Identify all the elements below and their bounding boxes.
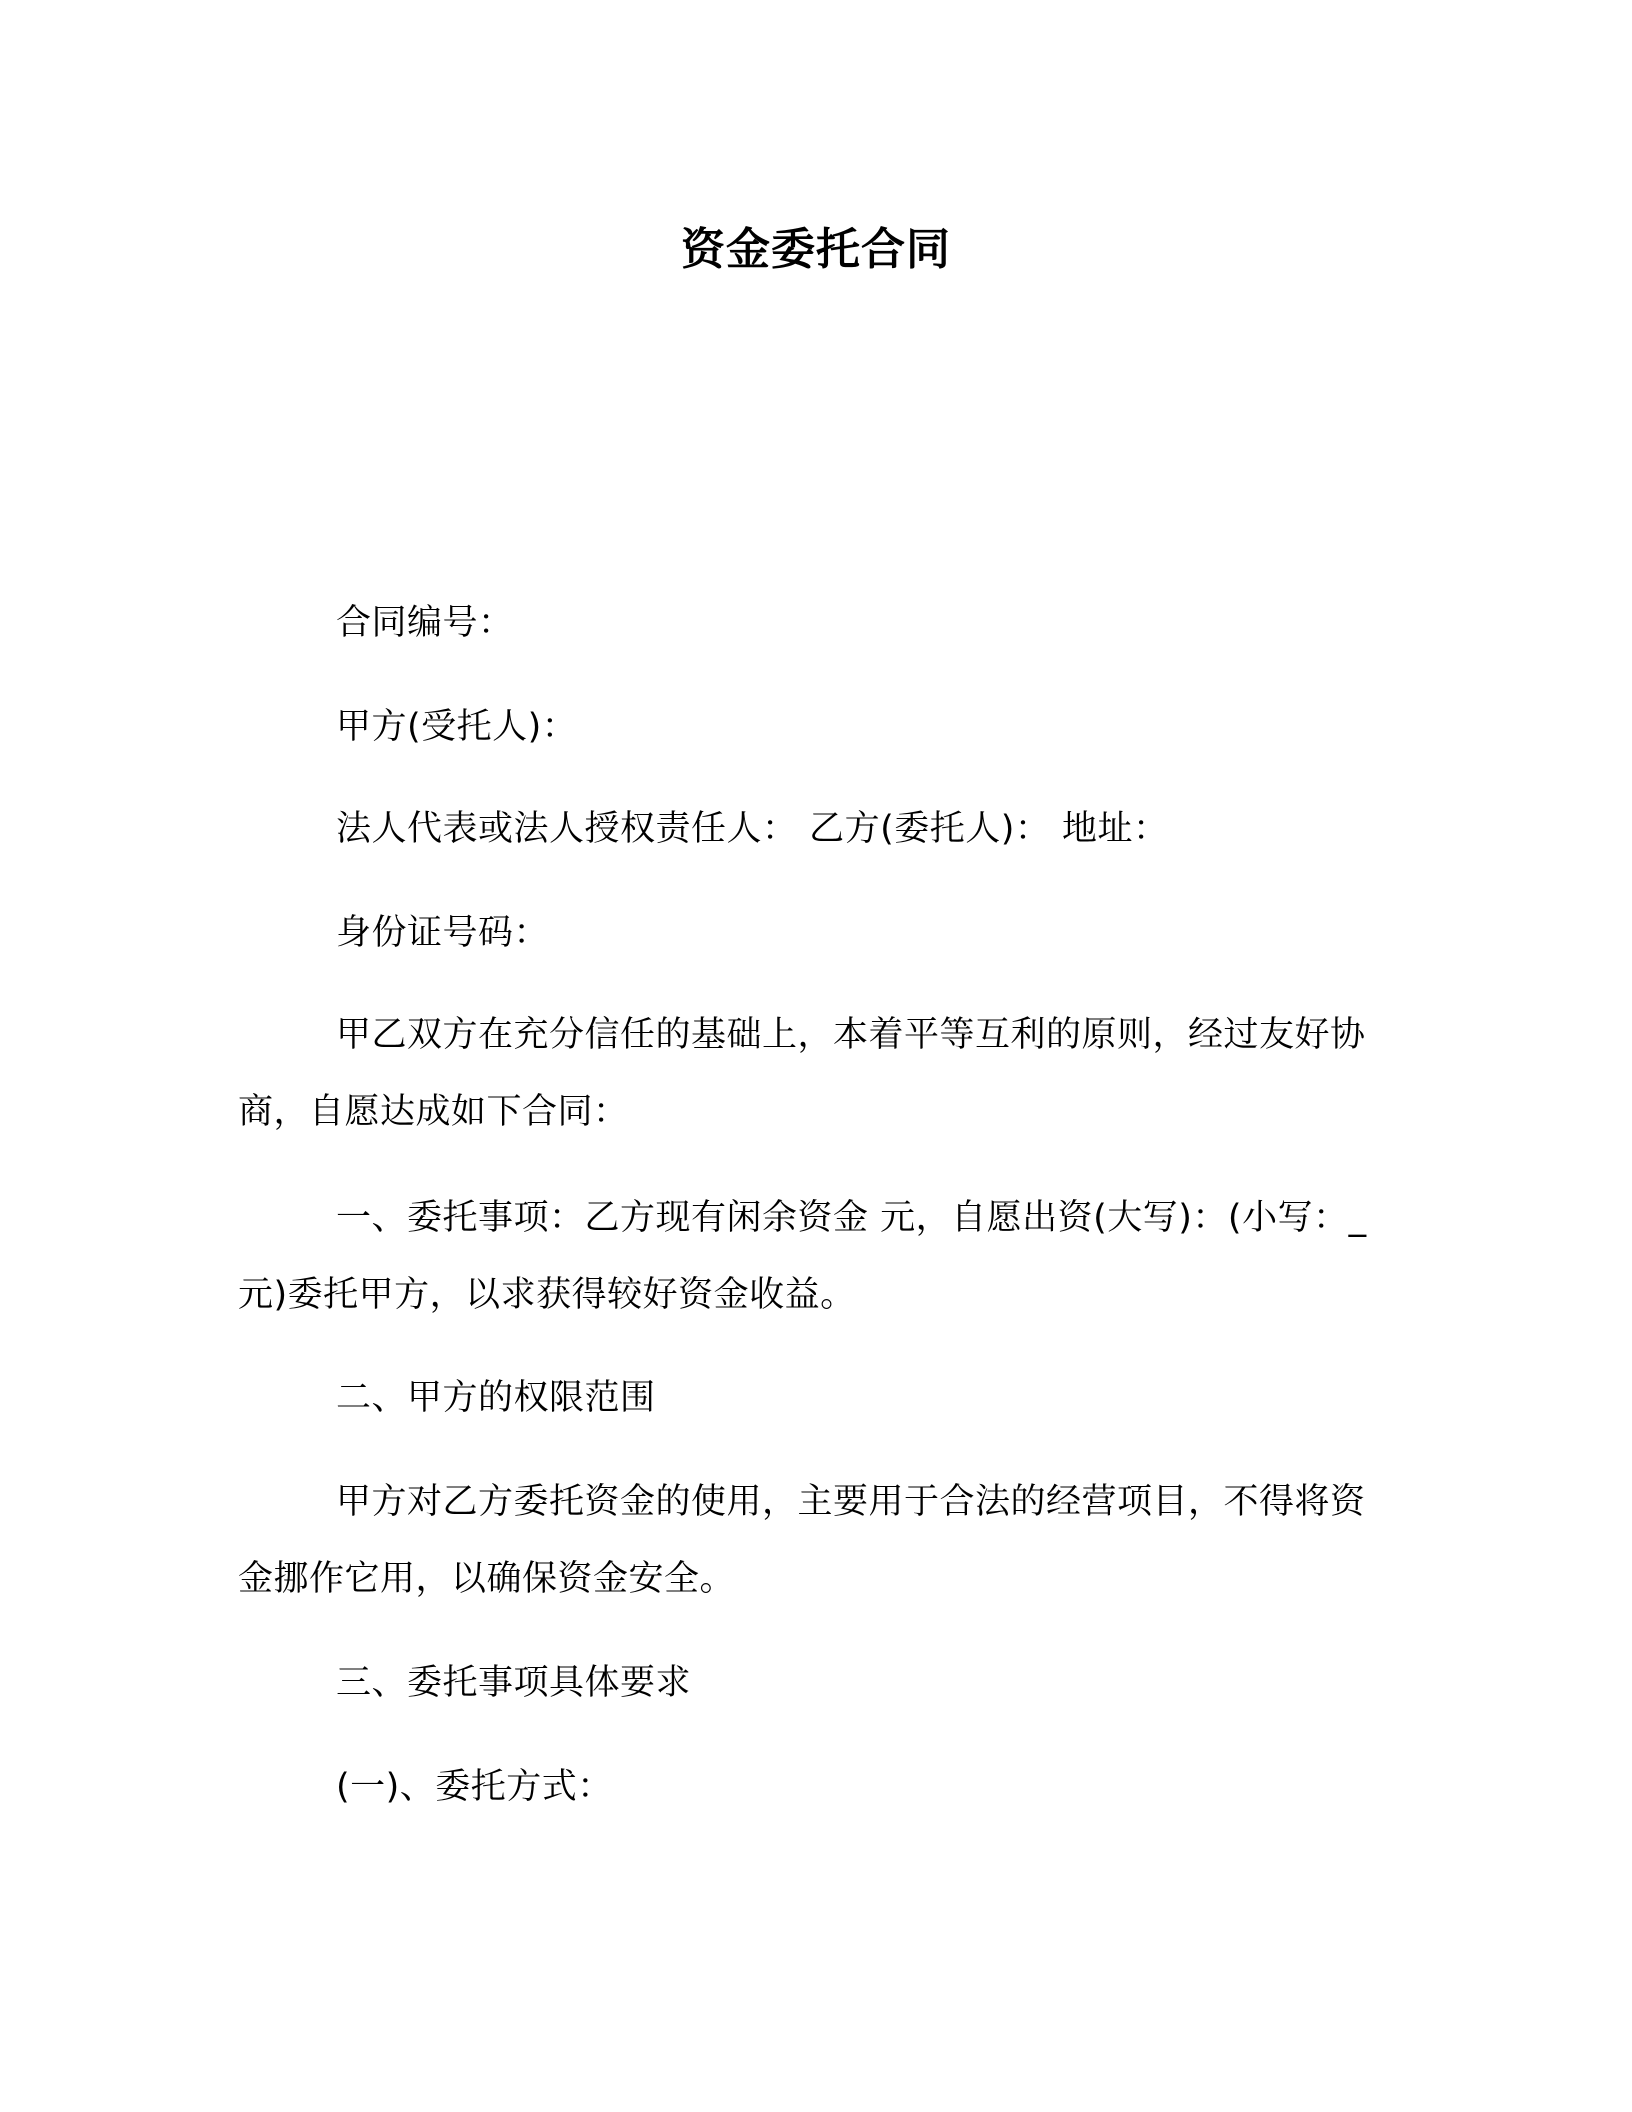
id-number-line: 身份证号码： [336, 913, 550, 953]
document-title: 资金委托合同 [681, 224, 951, 275]
clause-3-heading: 三、委托事项具体要求 [336, 1663, 692, 1703]
clause-2-heading: 二、甲方的权限范围 [336, 1378, 656, 1418]
clause-3-subitem-1: (一)、委托方式： [336, 1767, 613, 1807]
party-a-line: 甲方(受托人)： [336, 707, 578, 747]
contract-number-line: 合同编号： [336, 603, 514, 643]
clause-2-paragraph: 甲方对乙方委托资金的使用，主要用于合法的经营项目，不得将资金挪作它用，以确保资金安全。 [238, 1482, 1366, 1599]
clause-1-paragraph: 一、委托事项：乙方现有闲余资金 元，自愿出资(大写)：(小写：_元)委托甲方，以求获得较好资金收益。 [238, 1198, 1367, 1315]
representative-party-b-address-line: 法人代表或法人授权责任人： 乙方(委托人)： 地址： [336, 809, 1169, 849]
preamble-paragraph: 甲乙双方在充分信任的基础上，本着平等互利的原则，经过友好协商，自愿达成如下合同： [238, 1015, 1366, 1132]
